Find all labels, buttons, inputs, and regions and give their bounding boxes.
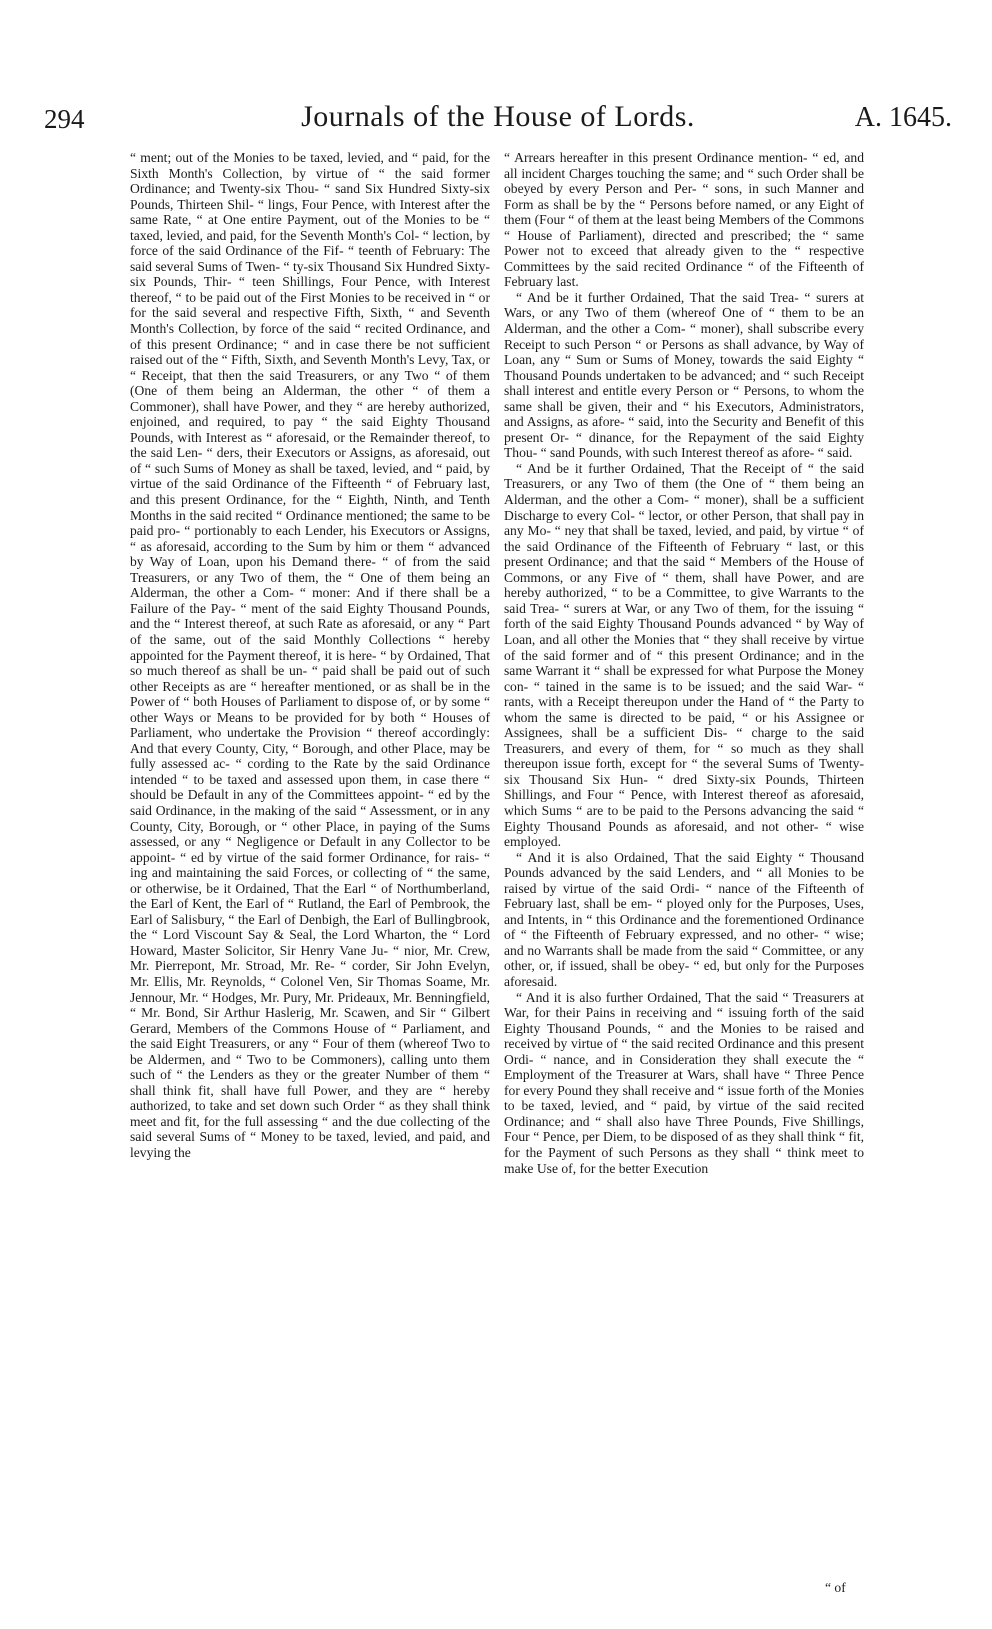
paragraph: “ And be it further Ordained, That the said Trea- “ surers at Wars, or any Two of them (whereof One of “ them to be an Alderman, and the other a Com- “ moner), shall subscribe every Receipt to such Person “ or Persons as shall advance, by Way of Loan, any “ Sum or Sums of Money, towards the said Eighty “ Thousand Pounds undertaken to be advanced; and “ such Receipt shall interest and entitle every Person or “ Persons, to whom the same shall be given, their and “ his Executors, Administrators, and Assigns, as afore- “ said, into the Security and Benefit of this present Or- “ dinance, for the Repayment of the said Eighty Thou- “ sand Pounds, with such Interest thereof as afore- “ said. [504,289,864,461]
journal-title: Journals of the House of Lords. [301,100,695,133]
running-header [44,96,952,142]
paragraph: “ And it is also Ordained, That the said Eighty “ Thousand Pounds advanced by the said Lenders, and “ all Monies to be raised by virtue of the said Ordi- “ nance of the Fifteenth of February last, shall be em- “ ployed only for the Purposes, Uses, and Intents, in “ this Ordinance and the forementioned Ordinance of “ the Fifteenth of February expressed, and no other- “ wise; and no Warrants shall be made from the said “ Committee, or any other, or, if issued, shall be obey- “ ed, but only for the Purposes aforesaid. [504,849,864,989]
paragraph: “ And it is also further Ordained, That the said “ Treasurers at War, for their Pains in receiving and “ issuing forth of the said Eighty Thousand Pounds, “ and the Monies to be raised and received by virtue of “ the said recited Ordinance and this present Ordi- “ nance, and in Consideration they shall execute the “ Employment of the Treasurer at Wars, shall have “ Three Pence for every Pound they shall receive and “ issue forth of the Monies to be taxed, levied, and “ paid, by virtue of the said recited Ordinance; and “ shall also have Three Pounds, Five Shillings, Four “ Pence, per Diem, to be disposed of as they shall think “ fit, for the Payment of such Persons as they shall “ think meet to make Use of, for the better Execution [504,989,864,1176]
year-marker: A. 1645. [854,102,952,133]
right-column [504,150,864,1176]
paragraph: “ Arrears hereafter in this present Ordinance mention- “ ed, and all incident Charges touching the same; and “ such Order shall be obeyed by every Person and Per- “ sons, in such Manner and Form as shall be by the “ Persons before named, or any Eight of them (Four “ of them at the least being Members of the Commons “ House of Parliament), directed and prescribed; the “ same Power not to exceed that already given to the “ respective Committees by the said recited Ordinance “ of the Fifteenth of February last. [504,150,864,290]
paragraph: “ And be it further Ordained, That the Receipt of “ the said Treasurers, or any Two of them (the One of “ them being an Alderman, and the other a Com- “ moner), shall be a sufficient Discharge to every Col- “ lector, or other Person, that shall pay in any Mo- “ ney that shall be taxed, levied, and paid, by virtue “ of the said Ordinance of the Fifteenth of February “ last, or this present Ordinance; and that the said “ Members of the House of Commons, or any Five of “ them, shall have Power, and are hereby authorized, “ to be a Committee, to give Warrants to the said Trea- “ surers at War, or any Two of them, for the issuing “ forth of the said Eighty Thousand Pounds advanced “ by Way of Loan, and all other the Monies that “ they shall receive by virtue of the said former and of “ this present Ordinance; and in the same Warrant it “ shall be expressed for what Purpose the Money con- “ tained in the same is to be issued; and the said War- “ rants, with a Receipt thereupon under the Hand of “ the Party to whom the same is directed to be paid, “ or his Assignee or Assignees, shall be a sufficient Dis- “ charge to the said Treasurers, and every of them, for “ so much as they shall thereupon issue forth, except for “ the several Sums of Twenty-six Thousand Six Hun- “ dred Sixty-six Pounds, Thirteen Shillings, and Four “ Pence, with Interest thereof as aforesaid, which Sums “ are to be paid to the Persons advancing the said “ Eighty Thousand Pounds as aforesaid, and not other- “ wise employed. [504,460,864,850]
catchword: “ of [825,1580,846,1595]
paragraph: “ ment; out of the Monies to be taxed, levied, and “ paid, for the Sixth Month's Collection, by virtue of “ the said former Ordinance; and Twenty-six Thou- “ sand Six Hundred Sixty-six Pounds, Thirteen Shil- “ lings, Four Pence, with Interest after the same Rate, “ at One entire Payment, out of the Monies to be “ taxed, levied, and paid, for the Seventh Month's Col- “ lection, by force of the said Ordinance of the Fif- “ teenth of February: The said several Sums of Twen- “ ty-six Thousand Six Hundred Sixty-six Pounds, Thir- “ teen Shillings, Four Pence, with Interest thereof, “ to be paid out of the First Monies to be received in “ or for the said several and respective Fifth, Sixth, “ and Seventh Month's Collection, by force of the said “ recited Ordinance, and of this present Ordinance; “ and in case there be not sufficient raised out of the “ Fifth, Sixth, and Seventh Month's Levy, Tax, or “ Receipt, that then the said Treasurers, or any Two “ of them (One of them being an Alderman, the other “ of them a Commoner), shall have Power, and they “ are hereby authorized, enjoined, and required, to pay “ the said Eighty Thousand Pounds, with Interest as “ aforesaid, or the Remainder thereof, to the said Len- “ ders, their Executors or Assigns, as aforesaid, out of “ such Sums of Money as shall be taxed, levied, and “ paid, by virtue of the said Ordinance of the Fifteenth “ of February last, and this present Ordinance, for the “ Eighth, Ninth, and Tenth Months in the said recited “ Ordinance mentioned; the same to be paid pro- “ portionably to each Lender, his Executors or Assigns, “ as aforesaid, according to the Sum by him or them “ advanced by Way of Loan, upon his Demand there- “ of from the said Treasurers, or any Two of them, the “ One of them being an Alderman, the other a Com- “ moner: And if there shall be a Failure of the Pay- “ ment of the said Eighty Thousand Pounds, and the “ Interest thereof, at such Rate as aforesaid, or any “ Part of the same, out of the said Monthly Collections “ hereby appointed for the Payment thereof, it is here- “ by Ordained, That so much thereof as shall be un- “ paid shall be paid out of such other Receipts as are “ hereafter mentioned, or as shall be in the Power of “ both Houses of Parliament to dispose of, or by some “ other Ways or Means to be provided for by both “ Houses of Parliament, who undertake the Provision “ thereof accordingly: And that every County, City, “ Borough, and other Place, may be fully assessed ac- “ cording to the Rate by the said Ordinance intended “ to be taxed and assessed upon them, in case there “ should be Default in any of the Committees appoint- “ ed by the said Ordinance, in the making of the said “ Assessment, or in any County, City, Borough, or “ other Place, in paying of the Sums assessed, or any “ Negligence or Default in any Collector to be appoint- “ ed by virtue of the said former Ordinance, for rais- “ ing and maintaining the said Forces, or collecting of “ the same, or otherwise, be it Ordained, That the Earl “ of Northumberland, the Earl of Kent, the Earl of “ Rutland, the Earl of Pembrook, the Earl of Salisbury, “ the Earl of Denbigh, the Earl of Bullingbrook, the “ Lord Viscount Say & Seal, the Lord Wharton, the “ Lord Howard, Master Solicitor, Sir Henry Vane Ju- “ nior, Mr. Crew, Mr. Pierrepont, Mr. Stroad, Mr. Re- “ corder, Sir John Evelyn, Mr. Ellis, Mr. Reynolds, “ Colonel Ven, Sir Thomas Soame, Mr. Jennour, Mr. “ Hodges, Mr. Pury, Mr. Prideaux, Mr. Benningfield, “ Mr. Bond, Sir Arthur Haslerig, Mr. Scawen, and Sir “ Gilbert Gerard, Members of the Commons House of “ Parliament, and the said Eight Treasurers, or any “ Four of them (whereof Two to be Aldermen, and “ Two to be Commoners), calling unto them such of “ the Lenders as they or the greater Number of them “ shall think fit, shall have full Power, and they are “ hereby authorized, to take and set down such Order “ as they shall think meet and fit, for the full assessing “ and the due collecting of the said several Sums of “ Money to be taxed, levied, and paid, and levying the [130,150,490,1160]
left-column [130,150,490,1161]
page-number: 294 [44,104,85,134]
